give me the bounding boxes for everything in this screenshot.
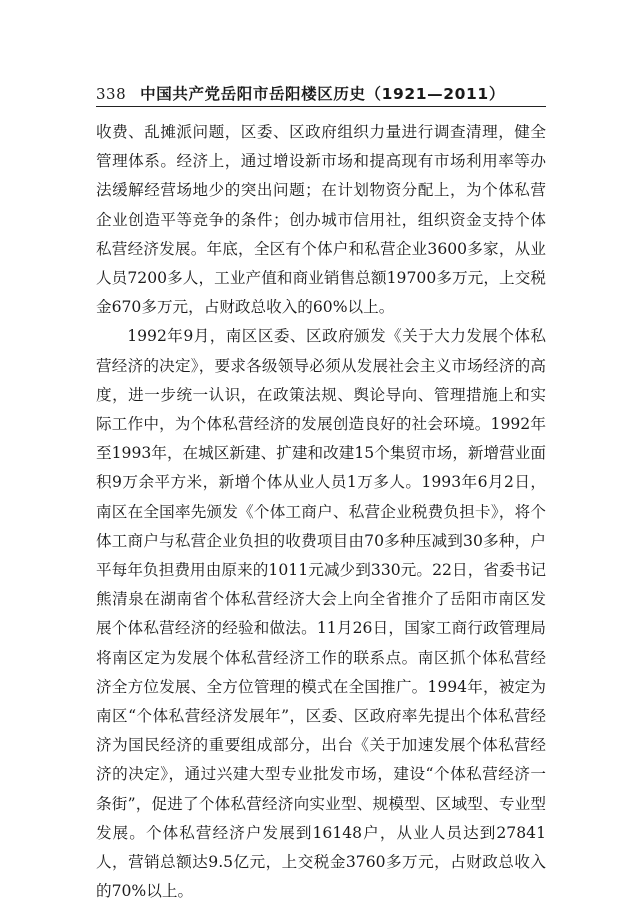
paragraph-continuation: 收费、乱摊派问题，区委、区政府组织力量进行调查清理，健全管理体系。经济上，通过增设新市场和提高现有市场利用率等办法缓解经营场地少的突出问题；在计划物资分配上，为个体私营企业创造平等竞争的条件；创办城市信用社，组织资金支持个体私营经济发展。年底，全区有个体户和私营企业3600多家，从业人员7200多人，工业产值和商业销售总额19700多万元，上交税金670多万元，占财政总收入的60%以上。 — [96, 123, 546, 317]
paragraph-1992: 1992年9月，南区区委、区政府颁发《关于大力发展个体私营经济的决定》，要求各级领导必须从发展社会主义市场经济的高度，进一步统一认识，在政策法规、舆论导向、管理措施上和实际工作中，为个体私营经济的发展创造良好的社会环境。1992年至1993年，在城区新建、扩建和改建15个集贸市场，新增营业面积9万余平方米，新增个体从业人员1万多人。1993年6月2日，南区在全国率先颁发《个体工商户、私营企业税费负担卡》，将个体工商户与私营企业负担的收费项目由70多种压减到30多种，户平每年负担费用由原来的1011元减少到330元。22日，省委书记熊清泉在湖南省个体私营经济大会上向全省推介了岳阳市南区发展个体私营经济的经验和做法。11月26日，国家工商行政管理局将南区定为发展个体私营经济工作的联系点。南区抓个体私营经济全方位发展、全方位管理的模式在全国推广。1994年，被定为南区“个体私营经济发展年”，区委、区政府率先提出个体私营经济为国民经济的重要组成部分，出台《关于加速发展个体私营经济的决定》，通过兴建大型专业批发市场，建设“个体私营经济一条街”，促进了个体私营经济向实业型、规模型、区域型、专业型发展。个体私营经济户发展到16148户，从业人员达到27841人，营销总额达9.5亿元，上交税金3760多万元，占财政总收入的70%以上。 — [96, 327, 546, 901]
header-rule — [96, 106, 546, 107]
page-number: 338 — [96, 85, 127, 103]
body-text — [96, 118, 546, 906]
running-title: 中国共产党岳阳市岳阳楼区历史（1921—2011） — [140, 85, 505, 103]
page-header — [96, 82, 546, 104]
